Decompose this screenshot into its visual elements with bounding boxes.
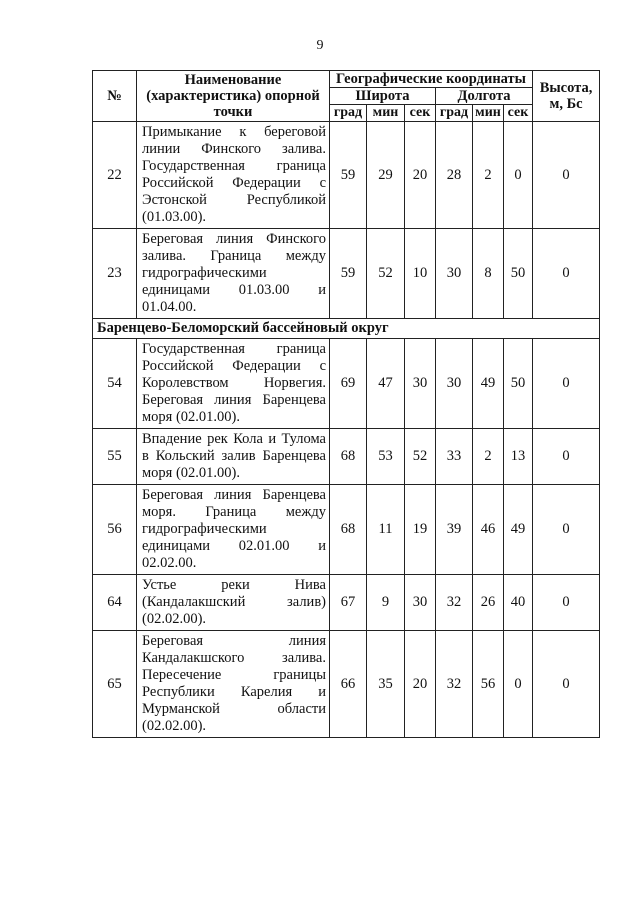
cell-number: 64: [93, 575, 137, 631]
section-title: Баренцево-Беломорский бассейновый округ: [93, 319, 600, 339]
cell-lat-min: 11: [367, 485, 405, 575]
cell-lat-deg: 59: [330, 122, 367, 229]
cell-lat-deg: 68: [330, 485, 367, 575]
page-number: 9: [316, 38, 324, 53]
table-row: [93, 575, 600, 631]
cell-number: 22: [93, 122, 137, 229]
cell-height: 0: [533, 229, 600, 319]
col-header-name: Наименование (характеристика) опорной точки: [137, 71, 330, 122]
cell-lat-deg: 68: [330, 429, 367, 485]
cell-lat-deg: 67: [330, 575, 367, 631]
cell-name: Государственная граница Российской Федерации с Королевством Норвегия. Береговая линия Баренцева моря (02.01.00).: [137, 339, 330, 429]
cell-lon-min: 2: [473, 429, 504, 485]
cell-lon-deg: 28: [436, 122, 473, 229]
cell-height: 0: [533, 122, 600, 229]
col-header-height: Высота, м, Бс: [533, 71, 600, 122]
cell-number: 56: [93, 485, 137, 575]
cell-lon-sec: 0: [504, 122, 533, 229]
cell-number: 23: [93, 229, 137, 319]
cell-number: 54: [93, 339, 137, 429]
cell-lon-sec: 0: [504, 631, 533, 738]
section-row: [93, 319, 600, 339]
cell-lon-min: 56: [473, 631, 504, 738]
cell-lon-sec: 40: [504, 575, 533, 631]
cell-lat-min: 29: [367, 122, 405, 229]
cell-lon-min: 2: [473, 122, 504, 229]
cell-height: 0: [533, 485, 600, 575]
cell-lat-sec: 20: [405, 122, 436, 229]
cell-lat-sec: 20: [405, 631, 436, 738]
cell-lon-sec: 50: [504, 339, 533, 429]
cell-name: Впадение рек Кола и Тулома в Кольский залив Баренцева моря (02.01.00).: [137, 429, 330, 485]
header-row: [93, 71, 600, 88]
col-header-latitude: Широта: [330, 88, 436, 105]
cell-height: 0: [533, 339, 600, 429]
cell-lon-deg: 39: [436, 485, 473, 575]
cell-lat-sec: 30: [405, 339, 436, 429]
cell-lon-min: 49: [473, 339, 504, 429]
col-header-geo: Географические координаты: [330, 71, 533, 88]
cell-name: Примыкание к береговой линии Финского залива. Государственная граница Российской Федерации с Эстонской Республикой (01.03.00).: [137, 122, 330, 229]
col-header-lat-grad: град: [330, 105, 367, 122]
cell-height: 0: [533, 575, 600, 631]
cell-lat-min: 35: [367, 631, 405, 738]
cell-lon-sec: 50: [504, 229, 533, 319]
cell-name: Устье реки Нива (Кандалакшский залив) (02.02.00).: [137, 575, 330, 631]
table-row: [93, 485, 600, 575]
col-header-lon-grad: град: [436, 105, 473, 122]
table-row: [93, 429, 600, 485]
cell-lon-min: 8: [473, 229, 504, 319]
cell-name: Береговая линия Баренцева моря. Граница между гидрографическими единицами 02.01.00 и 02.02.00.: [137, 485, 330, 575]
cell-lat-deg: 69: [330, 339, 367, 429]
col-header-lat-min: мин: [367, 105, 405, 122]
cell-lat-sec: 30: [405, 575, 436, 631]
cell-lon-min: 46: [473, 485, 504, 575]
cell-height: 0: [533, 631, 600, 738]
cell-lon-deg: 32: [436, 631, 473, 738]
cell-lat-min: 47: [367, 339, 405, 429]
table-row: [93, 122, 600, 229]
col-header-lat-sec: сек: [405, 105, 436, 122]
col-header-number: №: [93, 71, 137, 122]
cell-lon-min: 26: [473, 575, 504, 631]
cell-lat-deg: 59: [330, 229, 367, 319]
cell-name: Береговая линия Кандалакшского залива. Пересечение границы Республики Карелия и Мурманской области (02.02.00).: [137, 631, 330, 738]
col-header-longitude: Долгота: [436, 88, 533, 105]
cell-lat-sec: 10: [405, 229, 436, 319]
table-row: [93, 339, 600, 429]
cell-number: 65: [93, 631, 137, 738]
cell-lon-deg: 30: [436, 229, 473, 319]
table-row: [93, 229, 600, 319]
cell-number: 55: [93, 429, 137, 485]
cell-lat-min: 53: [367, 429, 405, 485]
cell-name: Береговая линия Финского залива. Граница между гидрографическими единицами 01.03.00 и 01.04.00.: [137, 229, 330, 319]
coordinates-table: [92, 70, 600, 738]
cell-height: 0: [533, 429, 600, 485]
cell-lat-sec: 19: [405, 485, 436, 575]
cell-lat-sec: 52: [405, 429, 436, 485]
col-header-lon-sec: сек: [504, 105, 533, 122]
cell-lat-min: 9: [367, 575, 405, 631]
cell-lon-sec: 49: [504, 485, 533, 575]
cell-lon-deg: 33: [436, 429, 473, 485]
cell-lon-sec: 13: [504, 429, 533, 485]
table-row: [93, 631, 600, 738]
cell-lon-deg: 32: [436, 575, 473, 631]
cell-lat-min: 52: [367, 229, 405, 319]
col-header-lon-min: мин: [473, 105, 504, 122]
cell-lon-deg: 30: [436, 339, 473, 429]
cell-lat-deg: 66: [330, 631, 367, 738]
